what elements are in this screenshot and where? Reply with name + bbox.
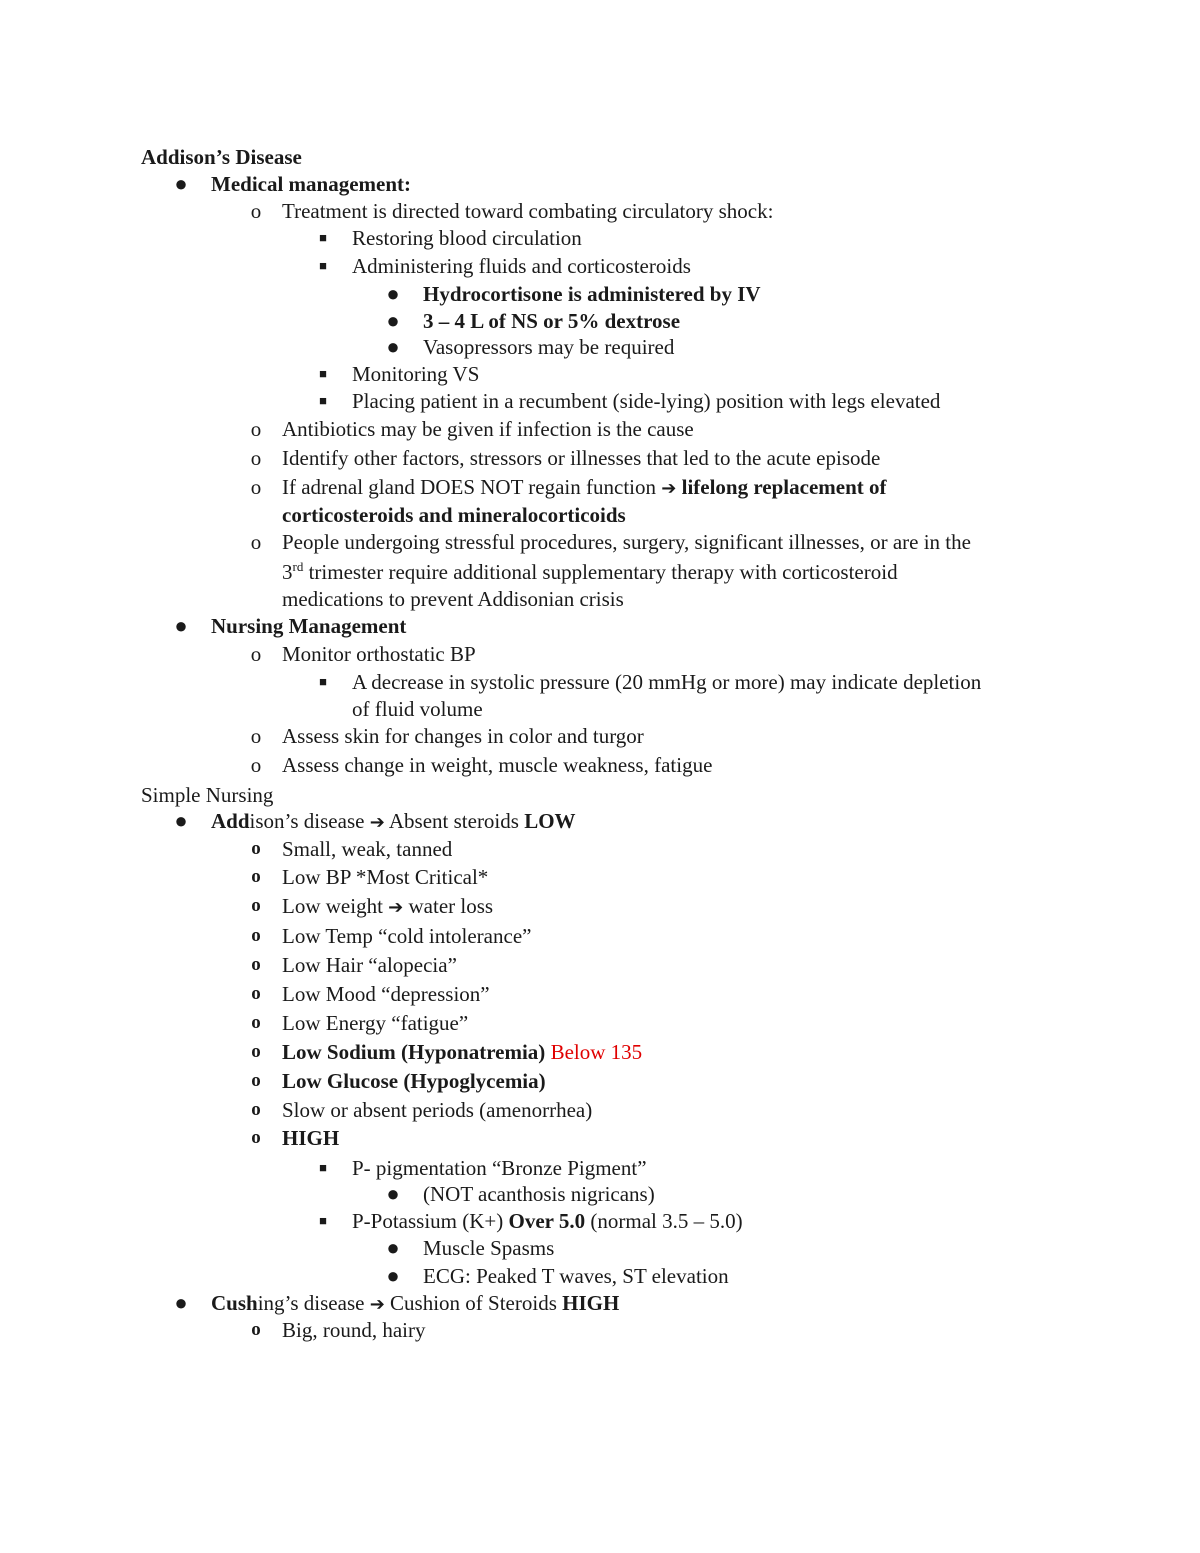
pigment-text: P- pigmentation “Bronze Pigment” [352, 1156, 647, 1180]
adrenal-line [282, 474, 887, 502]
bullet-circle-bold: o [251, 954, 261, 975]
bullet-circle-bold: o [251, 1041, 261, 1062]
periods-text: Slow or absent periods (amenorrhea) [282, 1098, 593, 1122]
restoring-text: Restoring blood circulation [352, 226, 582, 250]
treatment-text: Treatment is directed toward combating circulatory shock: [282, 199, 774, 223]
addison-line: Addison’s disease ➔ Absent steroids LOW [211, 809, 576, 833]
vasopressors-text: Vasopressors may be required [423, 335, 675, 359]
fluids-text: 3 – 4 L of NS or 5% dextrose [423, 309, 681, 333]
ecg-text: ECG: Peaked T waves, ST elevation [423, 1264, 729, 1288]
low-weight-line: Low weight ➔ water loss [282, 894, 494, 918]
bullet-square: ■ [319, 258, 327, 273]
simple-nursing-heading: Simple Nursing [141, 783, 274, 807]
bullet-dot: ● [386, 1263, 400, 1288]
placing-text: Placing patient in a recumbent (side-lying) position with legs elevated [352, 389, 941, 413]
bullet-circle-bold: o [251, 1099, 261, 1120]
potassium-line: P-Potassium (K+) Over 5.0 (normal 3.5 – 5.0) [352, 1209, 743, 1233]
low-temp-text: Low Temp “cold intolerance” [282, 924, 532, 948]
low-sodium-line: Low Sodium (Hyponatremia) Below 135 [282, 1040, 643, 1064]
people-text-1: People undergoing stressful procedures, surgery, significant illnesses, or are in the [282, 530, 971, 554]
low-hair-text: Low Hair “alopecia” [282, 953, 457, 977]
bullet-circle: o [250, 724, 262, 748]
cushing-line: Cushing’s disease ➔ Cushion of Steroids HIGH [211, 1291, 620, 1315]
right-arrow-icon: ➔ [369, 812, 385, 833]
medical-management-heading: Medical management: [211, 172, 412, 196]
small-weak-text: Small, weak, tanned [282, 837, 453, 861]
skin-text: Assess skin for changes in color and turgor [282, 724, 644, 748]
bullet-square: ■ [319, 393, 327, 408]
bullet-circle: o [250, 446, 262, 470]
bullet-dot: ● [386, 281, 400, 306]
bullet-circle: o [250, 642, 262, 666]
bullet-square: ■ [319, 1160, 327, 1175]
monitoring-text: Monitoring VS [352, 362, 480, 386]
high-text: HIGH [282, 1126, 340, 1150]
weight-text: Assess change in weight, muscle weakness, fatigue [282, 753, 713, 777]
spasms-text: Muscle Spasms [423, 1236, 555, 1260]
bullet-dot: ● [174, 171, 188, 196]
bullet-circle: o [250, 475, 262, 499]
adrenal-text: If adrenal gland DOES NOT regain function [282, 475, 657, 499]
sodium-threshold: Below 135 [550, 1040, 643, 1064]
bullet-square: ■ [319, 674, 327, 689]
bullet-square: ■ [319, 366, 327, 381]
bullet-dot: ● [174, 808, 188, 833]
right-arrow-icon: ➔ [369, 1294, 385, 1315]
bullet-circle: o [250, 199, 262, 223]
bullet-dot: ● [174, 1290, 188, 1315]
bullet-circle-bold: o [251, 925, 261, 946]
bullet-dot: ● [174, 613, 188, 638]
low-energy-text: Low Energy “fatigue” [282, 1011, 469, 1035]
big-round-text: Big, round, hairy [282, 1318, 426, 1342]
bullet-circle-bold: o [251, 1012, 261, 1033]
people-text-2: 3rd trimester require additional supplementary therapy with corticosteroid [282, 559, 898, 584]
decrease-text-1: A decrease in systolic pressure (20 mmHg or more) may indicate depletion [352, 670, 982, 694]
identify-text: Identify other factors, stressors or illnesses that led to the acute episode [282, 446, 881, 470]
low-glucose-text: Low Glucose (Hypoglycemia) [282, 1069, 546, 1093]
bullet-dot: ● [386, 1235, 400, 1260]
bullet-circle-bold: o [251, 1127, 261, 1148]
bullet-circle-bold: o [251, 895, 261, 916]
decrease-text-2: of fluid volume [352, 697, 483, 721]
bullet-circle-bold: o [251, 1070, 261, 1091]
right-arrow-icon: ➔ [661, 478, 677, 499]
bullet-circle-bold: o [251, 866, 261, 887]
antibiotics-text: Antibiotics may be given if infection is the cause [282, 417, 694, 441]
adrenal-bold-text: lifelong replacement of [681, 475, 887, 499]
document-title: Addison’s Disease [141, 145, 302, 169]
hydrocortisone-text: Hydrocortisone is administered by IV [423, 282, 761, 306]
bullet-circle: o [250, 530, 262, 554]
bullet-dot: ● [386, 308, 400, 333]
right-arrow-icon: ➔ [388, 897, 404, 918]
acanthosis-text: (NOT acanthosis nigricans) [423, 1182, 655, 1206]
bullet-square: ■ [319, 1213, 327, 1228]
adrenal-bold-text-cont: corticosteroids and mineralocorticoids [282, 503, 626, 527]
bullet-square: ■ [319, 230, 327, 245]
bullet-circle-bold: o [251, 1319, 261, 1340]
bullet-circle: o [250, 753, 262, 777]
monitor-bp-text: Monitor orthostatic BP [282, 642, 476, 666]
bullet-circle-bold: o [251, 838, 261, 859]
bullet-circle-bold: o [251, 983, 261, 1004]
nursing-management-heading: Nursing Management [211, 614, 407, 638]
low-bp-text: Low BP *Most Critical* [282, 865, 489, 889]
bullet-dot: ● [386, 1181, 400, 1206]
administering-text: Administering fluids and corticosteroids [352, 254, 691, 278]
low-mood-text: Low Mood “depression” [282, 982, 490, 1006]
bullet-circle: o [250, 417, 262, 441]
bullet-dot: ● [386, 334, 400, 359]
people-text-3: medications to prevent Addisonian crisis [282, 587, 624, 611]
